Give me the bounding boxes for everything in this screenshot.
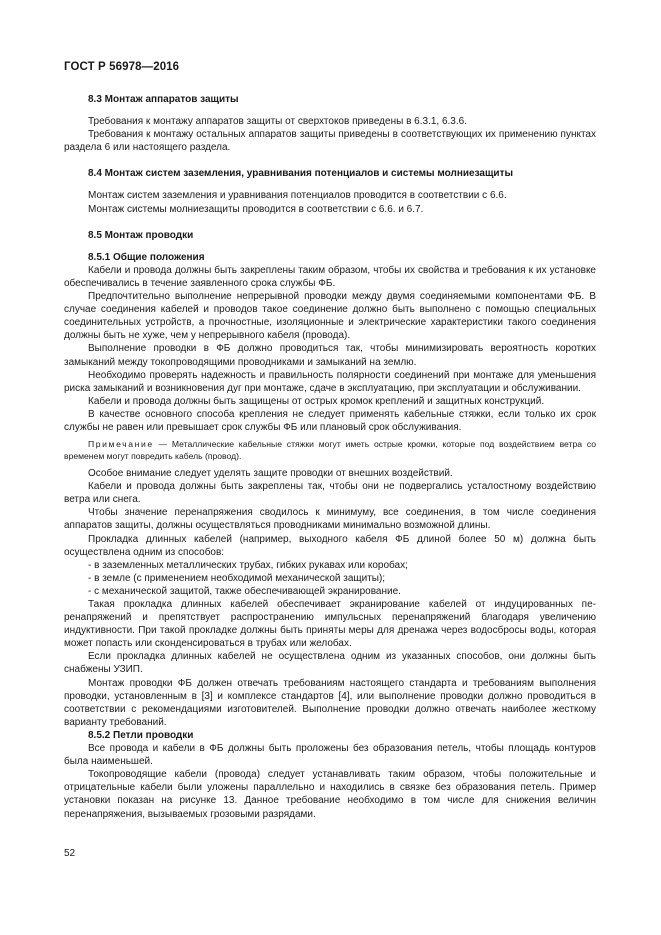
paragraph: Кабели и провода должны быть закреплены так, чтобы они не подвергались усталостному воздействию ветра или снега. <box>64 481 596 506</box>
paragraph: Если прокладка длинных кабелей не осуществлена одним из указанных способов, они должны быть снабжены УЗИП. <box>64 651 596 676</box>
paragraph: Токопроводящие кабели (провода) следует устанавливать таким образом, чтобы положительные и отрицательные кабели были уложены параллельно и находились в связке без образования петель. Пример установки показан на рисунке 13. Данное требование необходимо в том числе для снижения величин перенапряжения, вызываемых грозовыми разрядами. <box>64 769 596 820</box>
document-code-header: ГОСТ Р 56978—2016 <box>64 61 180 73</box>
section-8-5-2-title: 8.5.2 Петли проводки <box>88 729 194 741</box>
paragraph: Предпочтительно выполнение непрерывной проводки между двумя соединяемыми компонентами ФБ. В случае соединения кабелей и проводов такое соединение должно быть выполнено с помощью специальных соединительных устройств, а прочностные, изоляционные и электрические характеристики такого соединения должны быть не хуже, чем у непрерывного кабеля (провода). <box>64 291 596 342</box>
list-item: - в заземленных металлических трубах, гибких рукавах или коробах; <box>88 559 408 571</box>
paragraph: Требования к монтажу аппаратов защиты от сверхтоков приведены в 6.3.1, 6.3.6. <box>88 116 467 128</box>
list-item: - с механической защитой, также обеспечивающей экранирование. <box>88 585 401 597</box>
paragraph: Такая прокладка длинных кабелей обеспечивает экранирование кабелей от индуцированных перенапряжений и препятствует распространению импульсных перенапряжений благодаря увеличению индуктивности. При такой прокладке должны быть приняты меры для дренажа через водосбросы воды, которая может попасть или сконденсироваться в трубах или желобах. <box>64 599 596 650</box>
paragraph: Прокладка длинных кабелей (например, выходного кабеля ФБ длиной более 50 м) должна быть осуществлена одним из способов: <box>64 533 596 558</box>
paragraph: В качестве основного способа крепления не следует применять кабельные стяжки, если только их срок службы не равен или превышает срок службы ФБ или плановый срок обслуживания. <box>64 408 596 433</box>
page-number: 52 <box>64 848 76 859</box>
paragraph: Особое внимание следует уделять защите проводки от внешних воздействий. <box>88 468 453 480</box>
paragraph: Кабели и провода должны быть защищены от острых кромок креплений и защитных конструкций. <box>88 395 545 407</box>
paragraph: Чтобы значение перенапряжения сводилось к минимуму, все соединения, в том числе соединения аппаратов защиты, должны осуществляться проводниками минимально возможной длины. <box>64 507 596 532</box>
paragraph: Монтаж системы молниезащиты проводится в соответствии с 6.6. и 6.7. <box>88 203 424 215</box>
paragraph: Монтаж проводки ФБ должен отвечать требованиям настоящего стандарта и требованиям выполнения проводки, установленным в [3] и комплексе стандартов [4], или выполнение проводки должно проводиться в соответствии с рекомендациями изготовителей. Выполнение проводки должно отвечать наиболее жесткому варианту требований. <box>64 677 596 728</box>
page-content <box>64 93 596 821</box>
paragraph: Кабели и провода должны быть закреплены таким образом, чтобы их свойства и требования к их установке обеспечивались в течение заявленного срока службы ФБ. <box>64 264 596 289</box>
note-label: Примечание <box>88 439 154 450</box>
section-8-3-title: 8.3 Монтаж аппаратов защиты <box>88 94 239 105</box>
paragraph: Монтаж систем заземления и уравнивания потенциалов проводится в соответствии с 6.6. <box>88 190 507 202</box>
section-8-5-title: 8.5 Монтаж проводки <box>88 229 194 241</box>
note <box>64 439 596 462</box>
section-8-5-1-title: 8.5.1 Общие положения <box>88 251 205 263</box>
note-text: — Металлические кабельные стяжки могут иметь острые кромки, которые под воздействием ветра со временем могут повредить кабель (провод). <box>64 439 596 461</box>
paragraph: Требования к монтажу остальных аппаратов защиты приведены в соответствующих их применению пунктах раздела 6 или настоящего раздела. <box>64 129 596 154</box>
section-8-4-title: 8.4 Монтаж систем заземления, уравнивания потенциалов и системы молниезащиты <box>88 168 514 180</box>
paragraph: Выполнение проводки в ФБ должно проводиться так, чтобы минимизировать вероятность коротких замыканий между токопроводящими проводниками и замыканий на землю. <box>64 343 596 368</box>
paragraph: Все провода и кабели в ФБ должны быть проложены без образования петель, чтобы площадь контуров была наименьшей. <box>64 743 596 768</box>
list-item: - в земле (с применением необходимой механической защиты); <box>88 572 386 584</box>
paragraph: Необходимо проверять надежность и правильность полярности соединений при монтаже для уменьшения риска замыканий и возникновения дуг при монтаже, сдаче в эксплуатацию, при эксплуатации и обслуживании. <box>64 369 596 394</box>
